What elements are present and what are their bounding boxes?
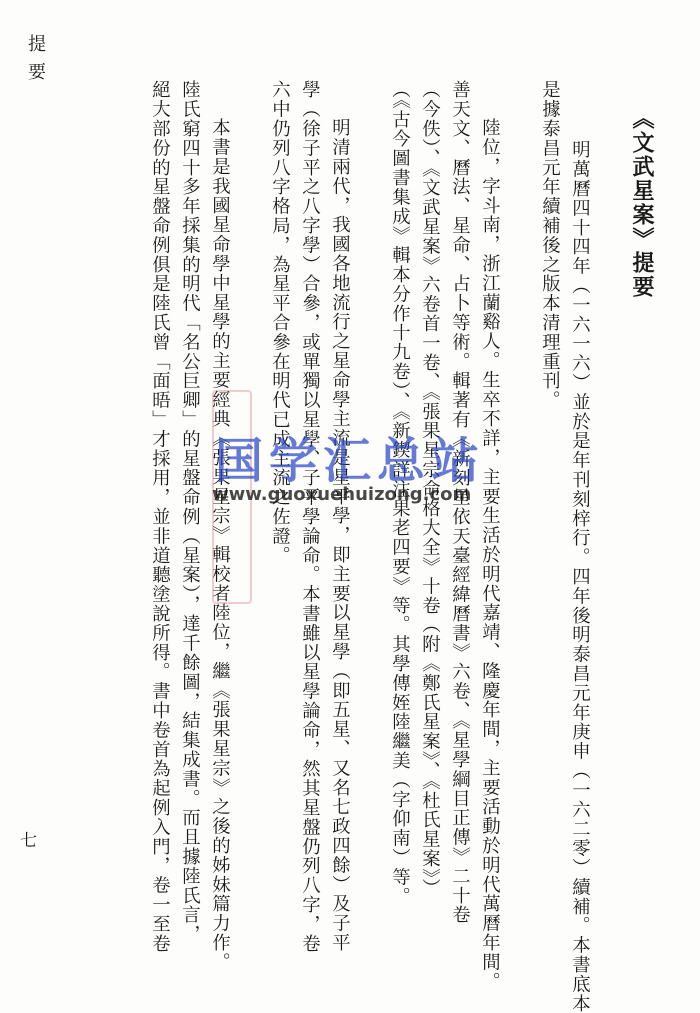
text-column: 本書是我國星命學中星學的主要經典《張果星宗》輯校者陸位，繼《張果星宗》之後的姊妹篇力作。 [209, 118, 231, 972]
text-column: 絕大部份的星盤命例俱是陸氏曾「面晤」才採用，並非道聽塗說所得。書中卷首為起例入門，卷一至卷 [149, 80, 171, 953]
page-number: 七 [20, 831, 37, 851]
watermark-logo: 国学汇总站 [215, 433, 486, 489]
text-column: 陸氏窮四十多年採集的明代「名公巨卿」的星盤命例（星案），達千餘圖，結集成書。而且據陸氏言， [179, 80, 201, 944]
text-column: 六中仍列八字格局，為星平合參在明代已成主流之佐證。 [269, 80, 291, 565]
text-column: （《古今圖書集成》輯本分作十九卷）、《新鍥詳注果老四要》等。其學傳姪陸繼美（字仰南）等。 [389, 80, 411, 906]
text-column: （今佚）、《文武星案》六卷首一卷、《張果星宗命格大全》十卷（附《鄭氏星案》、《杜氏星案》） [419, 80, 441, 898]
text-column: 是據泰昌元年續補後之版本清理重刊。 [539, 80, 561, 410]
text-column: 明清兩代，我國各地流行之星命學主流是星平學，即主要以星學（即五星、又名七政四餘）及子平 [329, 118, 351, 953]
watermark-url: www.guoxuehuizong.com [212, 484, 472, 505]
page-title: 《文武星案》提要 [629, 107, 655, 299]
section-label: 提要 [25, 34, 46, 90]
text-column: 學（徐子平之八字學）合參，或單獨以星學、子平學論命。本書雖以星學論命，然其星盤仍列八字，卷 [299, 80, 321, 953]
text-column: 陸位，字斗南，浙江蘭谿人。生卒不詳，主要生活於明代嘉靖、隆慶年間，主要活動於明代萬曆年間。 [479, 118, 501, 991]
text-column: 明萬曆四十四年（一六一六）並於是年刊刻梓行。四年後明泰昌元年庚申（一六二零）續補。本書底本 [569, 140, 591, 1013]
text-column: 善天文、曆法、星命、占卜等術。輯著有《新刻星依天臺經緯曆書》六卷、《星學綱目正傳》二十卷 [449, 80, 471, 925]
